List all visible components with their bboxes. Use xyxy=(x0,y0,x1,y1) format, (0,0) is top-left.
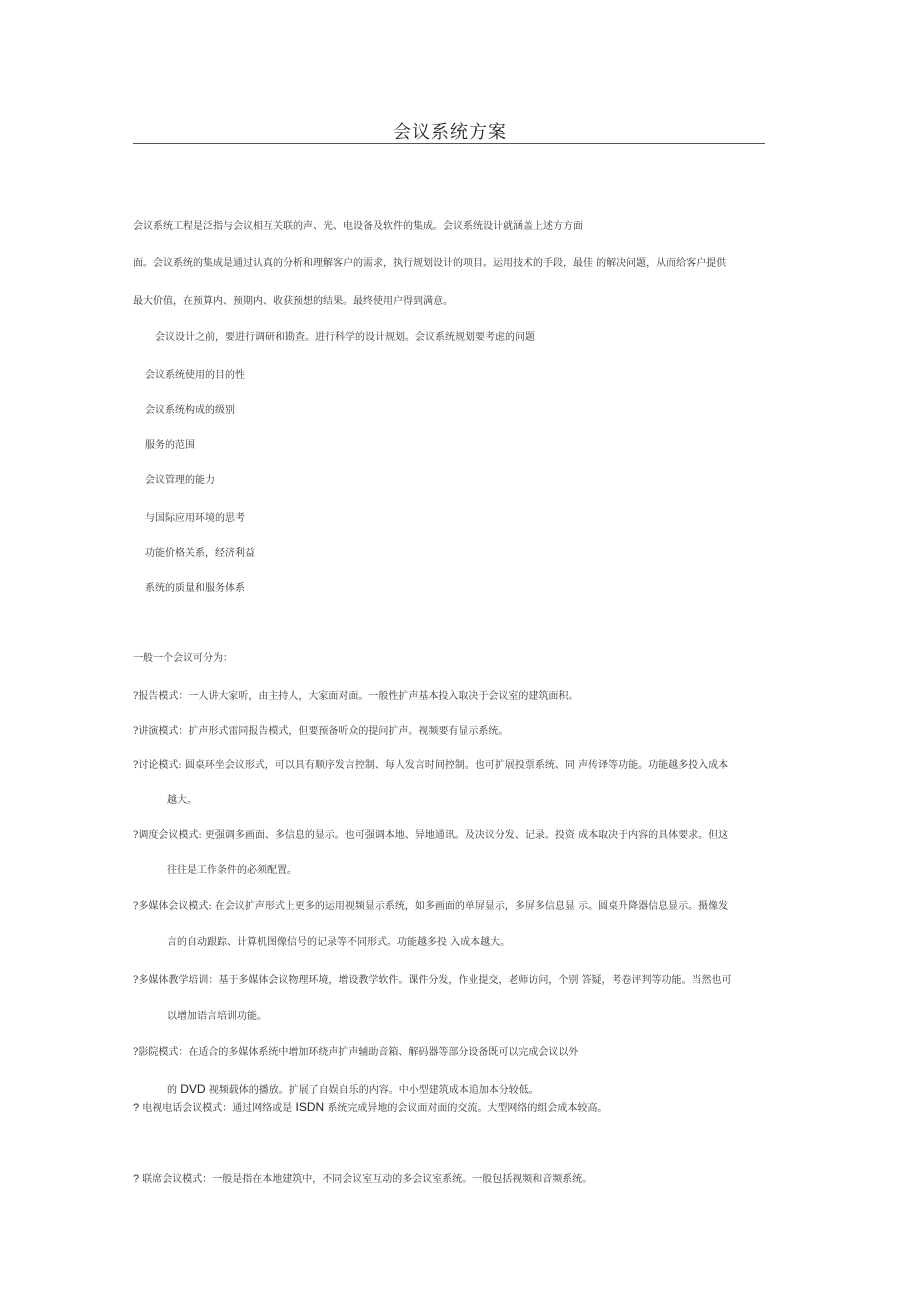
mode-discussion-line-2: 越大。 xyxy=(167,795,197,806)
mode-teaching-line-1: ?多媒体教学培训：基于多媒体会议物理环境，增设教学软件。课件分发，作业提交，老师访问，个别 答疑，考卷评判等功能。当然也可 xyxy=(133,975,732,986)
mode-joint xyxy=(133,1172,592,1187)
consideration-item: 会议管理的能力 xyxy=(145,475,215,486)
mode-cinema-line-2 xyxy=(167,1082,539,1098)
intro-paragraph-line-3: 最大价值，在预算内、预期内、收获预想的结果。最终使用户得到满意。 xyxy=(133,296,453,307)
consideration-item: 功能价格关系，经济利益 xyxy=(145,548,255,559)
bullet-mark: ? xyxy=(133,1173,140,1185)
mode-teaching-line-2: 以增加语言培训功能。 xyxy=(167,1011,267,1022)
mode-videophone xyxy=(133,1100,607,1116)
consideration-item: 与国际应用环境的思考 xyxy=(145,513,245,524)
mode-dispatch-line-2: 往往是工作条件的必须配置。 xyxy=(167,865,297,876)
mode-lecture: ?讲演模式：扩声形式雷同报告模式，但要预备听众的提问扩声。视频要有显示系统。 xyxy=(133,726,509,737)
mode-cinema-line-1: ?影院模式：在适合的多媒体系统中增加环绕声扩声辅助音箱、解码器等部分设备既可以完成会议以外 xyxy=(133,1047,579,1058)
modes-intro: 一般一个会议可分为： xyxy=(133,653,233,664)
intro-paragraph-line-1: 会议系统工程是泛指与会议相互关联的声、光、电设备及软件的集成。会议系统设计就涵盖上述方方面 xyxy=(133,221,583,232)
videophone-text-prefix: 电视电话会议模式：通过网络或是 xyxy=(139,1103,296,1114)
intro-paragraph-line-2: 面。会议系统的集成是通过认真的分析和理解客户的需求，执行规划设计的项目。运用技术的手段，最佳 的解决问题，从而给客户提供 xyxy=(133,258,727,269)
mode-multimedia-line-2: 言的自动跟踪、计算机图像信号的记录等不同形式。功能越多投 入成本越大。 xyxy=(167,937,511,948)
cinema-text-suffix: 视频载体的播放。扩展了自娱自乐的内容。中小型建筑成本追加本分较低。 xyxy=(205,1085,539,1096)
isdn-term: ISDN xyxy=(295,1100,325,1114)
planning-paragraph: 会议设计之前，要进行调研和勘查。进行科学的设计规划。会议系统规划要考虑的问题 xyxy=(155,332,535,343)
consideration-item: 会议系统使用的目的性 xyxy=(145,370,245,381)
document-title: 会议系统方案 xyxy=(393,122,507,143)
mode-dispatch-line-1: ?调度会议模式: 更强调多画面、多信息的显示。也可强调本地、异地通讯。及决议分发、记录。投资 成本取决于内容的具体要求。但这 xyxy=(133,830,729,841)
bullet-mark: ? xyxy=(133,1102,140,1114)
title-underline xyxy=(133,143,765,144)
cinema-text-prefix: 的 xyxy=(167,1085,181,1096)
consideration-item: 系统的质量和服务体系 xyxy=(145,583,245,594)
consideration-item: 服务的范围 xyxy=(145,440,195,451)
consideration-item: 会议系统构成的级别 xyxy=(145,405,235,416)
joint-text: 联席会议模式：一般是指在本地建筑中，不同会议室互动的多会议室系统。一般包括视频和音频系统。 xyxy=(139,1174,593,1185)
mode-report: ?报告模式：一人讲大家听，由主持人，大家面对面。一般性扩声基本投入取决于会议室的建筑面积。 xyxy=(133,691,579,702)
mode-discussion-line-1: ?讨论模式: 圆桌环坐会议形式，可以具有顺序发言控制、每人发言时间控制。也可扩展投票系统、同 声传译等功能。功能越多投入成本 xyxy=(133,760,729,771)
dvd-term: DVD xyxy=(180,1082,206,1096)
mode-multimedia-line-1: ?多媒体会议模式: 在会议扩声形式上更多的运用视频显示系统，如多画面的单屏显示，多屏多信息显 示。圆桌升降器信息显示。摄像发 xyxy=(133,901,729,912)
videophone-text-suffix: 系统完成异地的会议面对面的交流。大型网络的组会成本较高。 xyxy=(324,1103,608,1114)
